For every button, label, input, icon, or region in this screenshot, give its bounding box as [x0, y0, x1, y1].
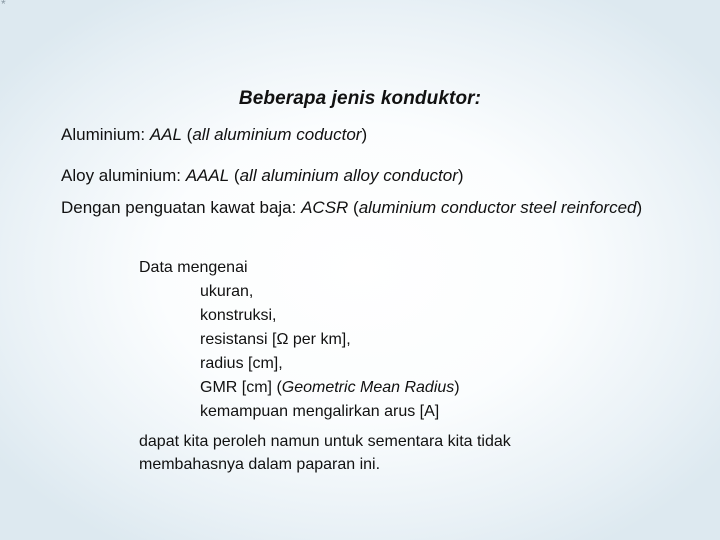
corner-asterisk-mark: *: [1, 0, 6, 11]
data-item-radius: radius [cm],: [200, 355, 283, 372]
conductor-line-acsr: [61, 198, 642, 218]
conductor-line-aaal: [61, 166, 464, 186]
slide-title: Beberapa jenis konduktor:: [238, 88, 482, 109]
conductor-label: Dengan penguatan kawat baja:: [61, 198, 302, 217]
conductor-abbr: ACSR: [301, 198, 349, 217]
data-item-ampacity: kemampuan mengalirkan arus [A]: [200, 403, 440, 420]
gmr-text: GMR [cm] (: [200, 379, 282, 396]
paren-open: (: [181, 125, 193, 144]
conductor-label: Aluminium:: [61, 125, 150, 144]
conductor-abbr: AAAL: [185, 166, 230, 185]
paren-open: (: [229, 166, 240, 185]
data-intro: Data mengenai: [139, 259, 248, 276]
data-list: [139, 256, 460, 424]
data-item-gmr: [139, 376, 460, 400]
data-item-construction: konstruksi,: [200, 307, 277, 324]
paren-close: ): [457, 166, 464, 185]
conductor-description: aluminium conductor steel reinforced: [358, 198, 637, 217]
data-item-resistance: resistansi [Ω per km],: [200, 331, 351, 348]
gmr-after: ): [454, 379, 460, 396]
conductor-description: all aluminium alloy conductor: [239, 166, 458, 185]
conductor-description: all aluminium coductor: [192, 125, 362, 144]
conductor-line-aal: [61, 125, 367, 145]
paren-open: (: [348, 198, 359, 217]
paren-close: ): [636, 198, 643, 217]
data-item-size: ukuran,: [200, 283, 254, 300]
conductor-abbr: AAL: [149, 125, 182, 144]
gmr-italic: Geometric Mean Radius: [281, 379, 455, 396]
paren-close: ): [361, 125, 368, 144]
closing-paragraph: dapat kita peroleh namun untuk sementara kita tidak membahasnya dalam paparan ini.: [139, 433, 511, 473]
conductor-label: Aloy aluminium:: [61, 166, 186, 185]
